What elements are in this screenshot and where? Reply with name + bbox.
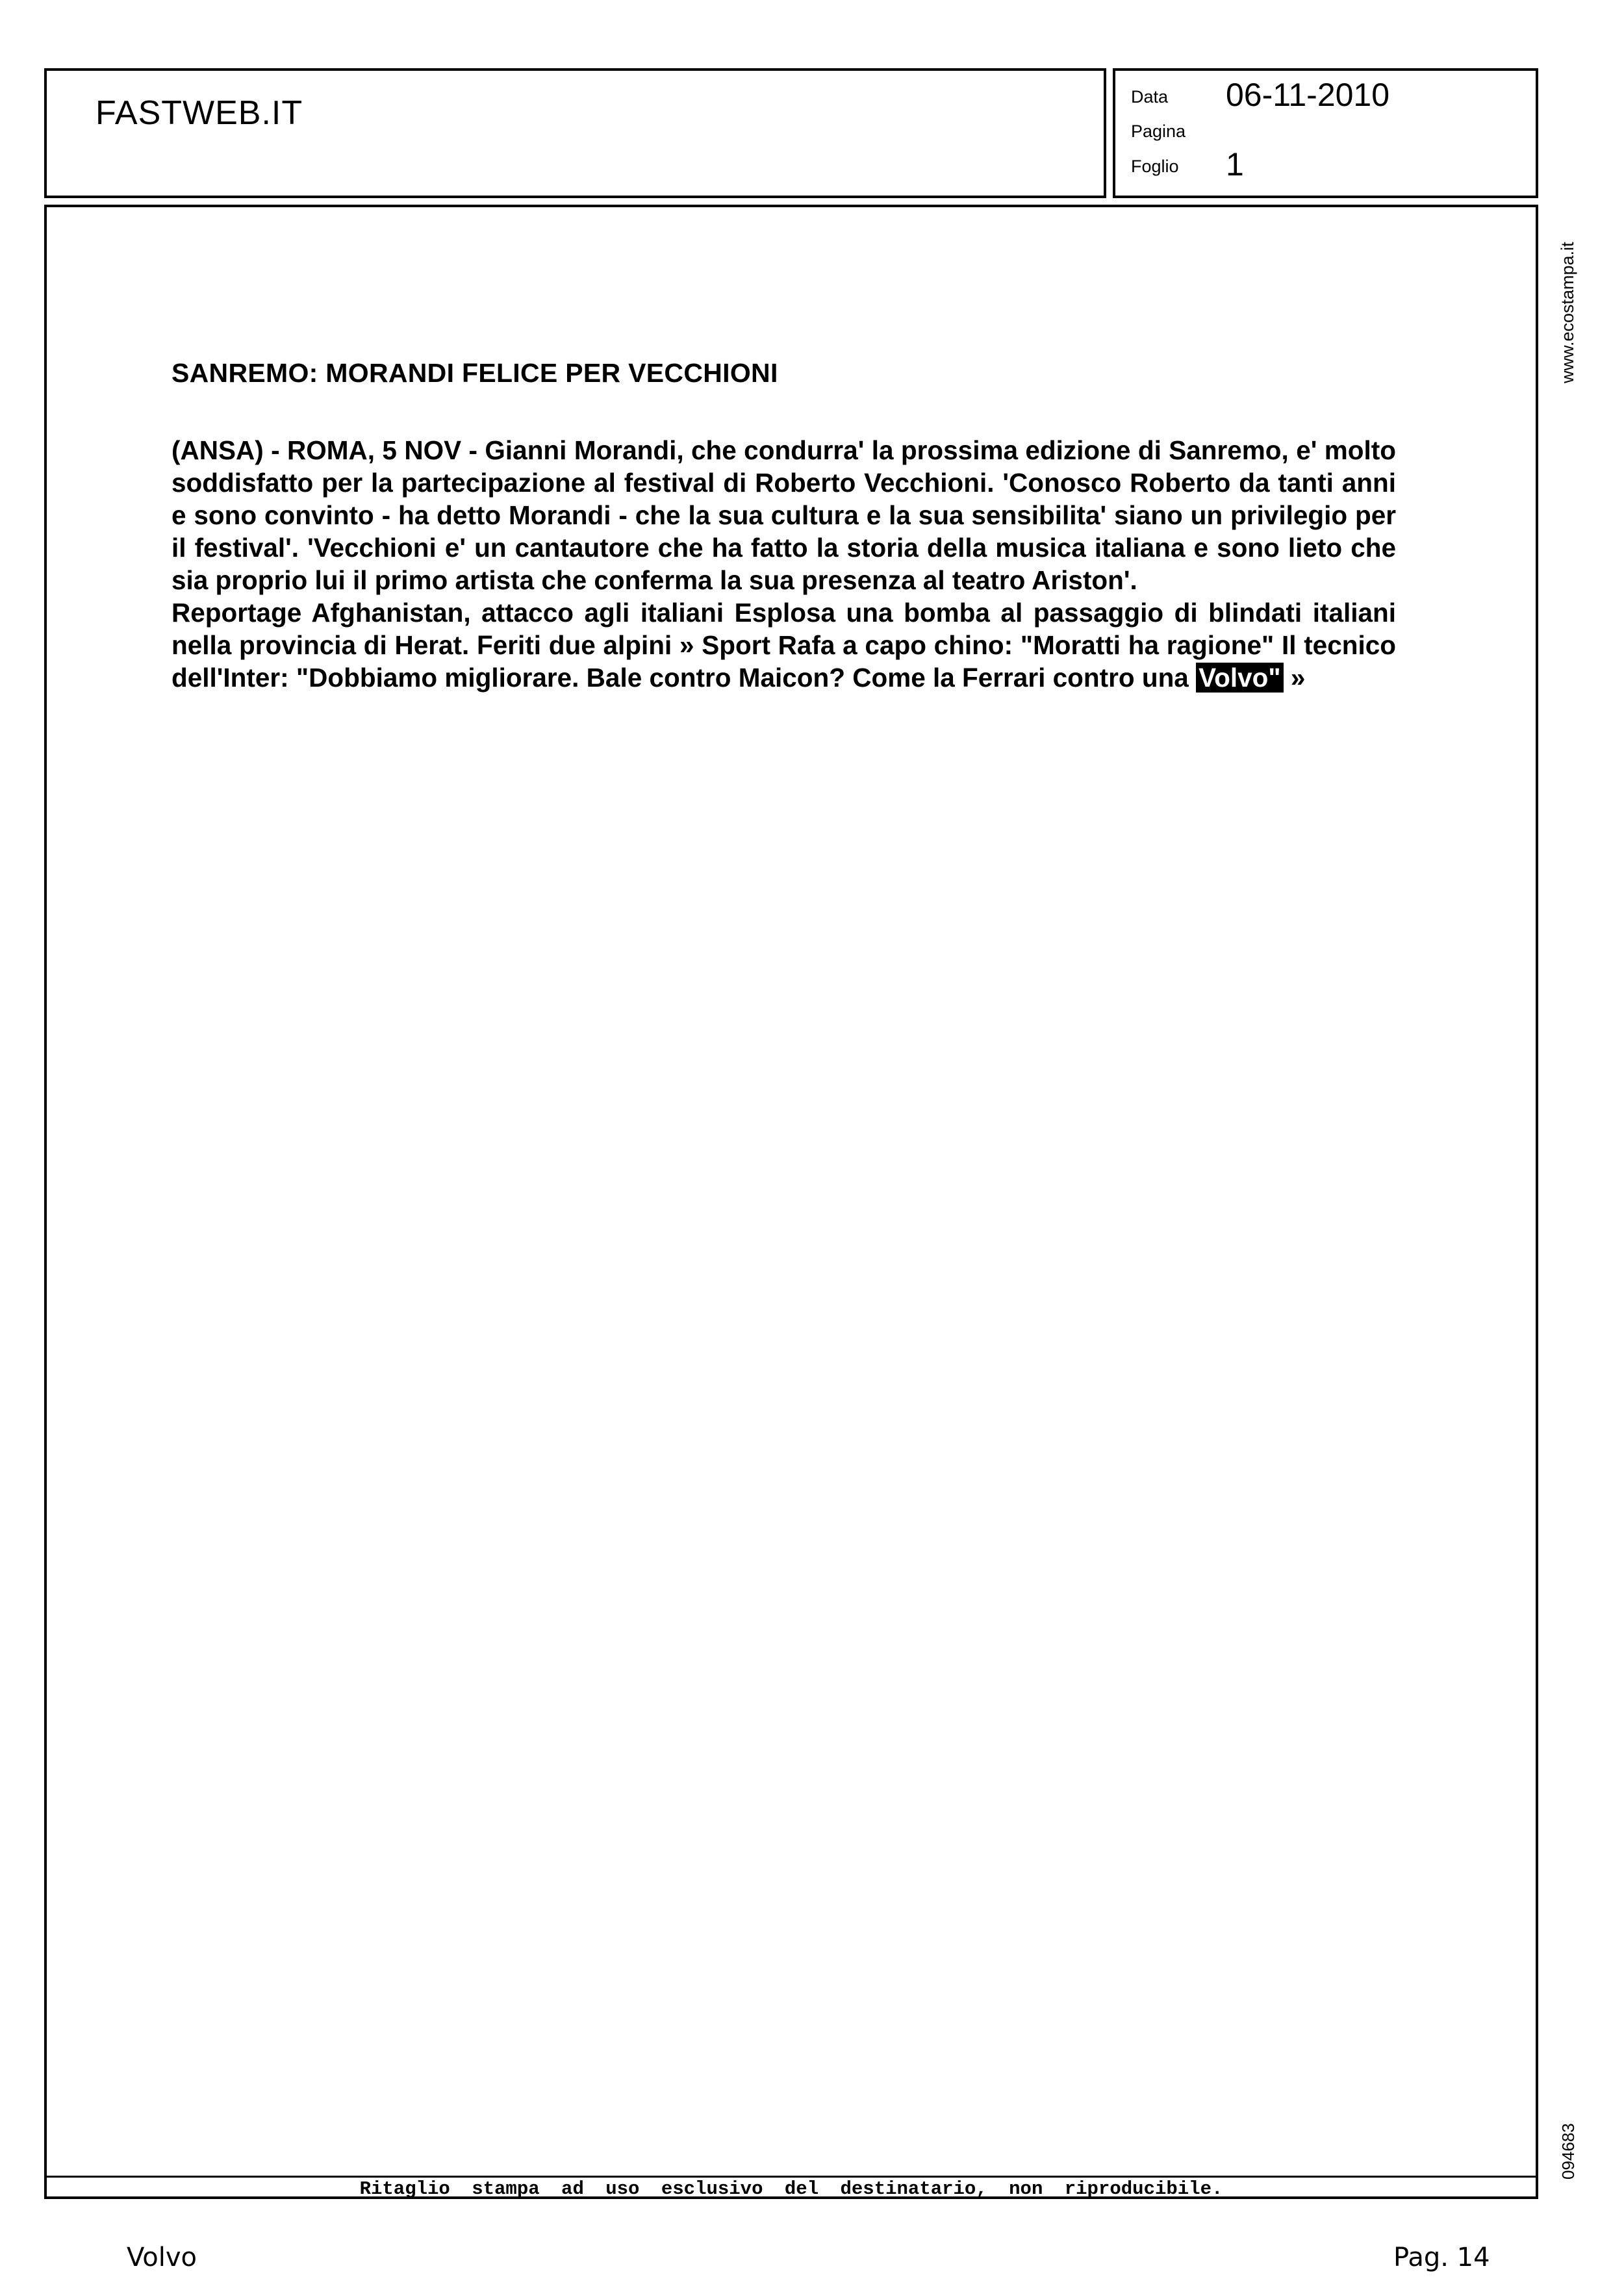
article-paragraph-2 — [171, 596, 1396, 694]
header-meta-box — [1113, 68, 1538, 198]
foglio-value: 1 — [1226, 146, 1244, 183]
source-name: FASTWEB.IT — [95, 94, 303, 132]
disclaimer: Ritaglio stampa ad uso esclusivo del destinatario, non riproducibile. — [359, 2178, 1223, 2200]
pagina-label: Pagina — [1131, 121, 1186, 141]
footer-page-number: Pag. 14 — [1393, 2243, 1490, 2272]
paragraph-2-text: Reportage Afghanistan, attacco agli italiani Esplosa una bomba al passaggio di blindati italiani nella provincia di Herat. Feriti due alpini » Sport Rafa a capo chino: "Moratti ha ragione" Il tecnico dell'Inter: "Dobbiamo migliorare. Bale contro Maicon? Come la Ferrari contro una — [171, 598, 1396, 693]
highlighted-keyword: Volvo" — [1196, 663, 1283, 693]
article — [171, 358, 1396, 694]
data-label: Data — [1131, 87, 1169, 107]
foglio-label: Foglio — [1131, 157, 1179, 176]
data-value: 06-11-2010 — [1226, 77, 1390, 113]
footer-keyword: Volvo — [127, 2243, 197, 2272]
article-frame — [44, 205, 1538, 2199]
header-source-box — [44, 68, 1106, 198]
article-headline: SANREMO: MORANDI FELICE PER VECCHIONI — [171, 358, 778, 388]
disclaimer-divider — [47, 2176, 1536, 2178]
article-paragraph-1: (ANSA) - ROMA, 5 NOV - Gianni Morandi, che condurra' la prossima edizione di Sanremo, e' molto soddisfatto per la partecipazione al festival di Roberto Vecchioni. 'Conosco Roberto da tanti anni e sono convinto - ha detto Morandi - che la sua cultura e la sua sensibilita' siano un privilegio per il festival'. 'Vecchioni e' un cantautore che ha fatto la storia della musica italiana e sono lieto che sia proprio lui il primo artista che conferma la sua presenza al teatro Ariston'. — [171, 435, 1396, 595]
paragraph-2-end: » — [1283, 663, 1306, 693]
side-url: www.ecostampa.it — [1558, 242, 1577, 383]
side-code: 094683 — [1558, 2123, 1578, 2180]
